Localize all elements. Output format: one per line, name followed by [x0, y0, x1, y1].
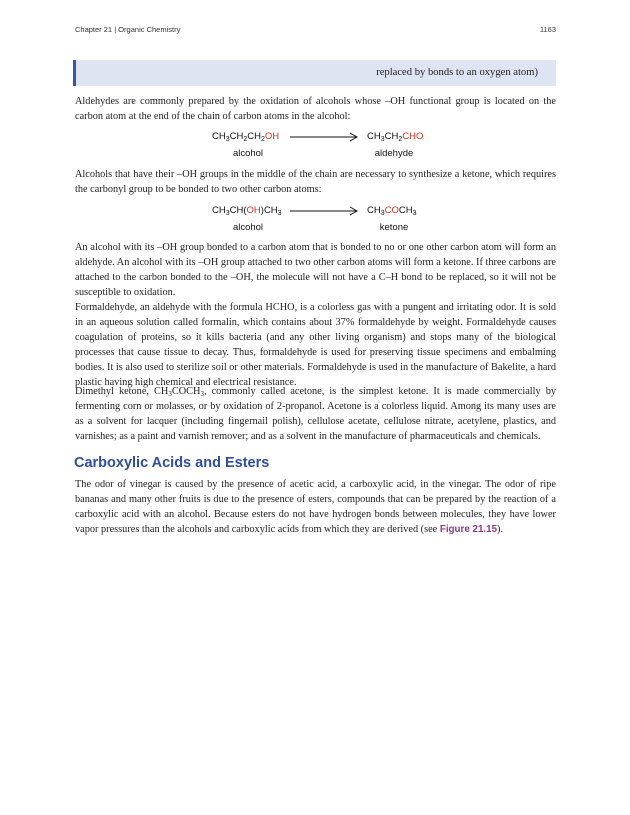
paragraph-carboxylic-acids: [75, 477, 556, 537]
text-run: Dimethyl ketone, CH: [75, 386, 169, 397]
product-propanal-formula: [367, 131, 423, 142]
formula-part: CH(: [229, 205, 247, 216]
reactant-label: alcohol: [232, 222, 264, 233]
paragraph-formaldehyde: Formaldehyde, an aldehyde with the formula HCHO, is a colorless gas with a pungent and irritating odor. It is sold in an aqueous solution called formalin, which contains about 37% formaldehyde by weight. Formaldehyde causes coagulation of proteins, so it kills bacteria (and any other living organism) and stops many of the biological processes that cause tissue to decay. Thus, formaldehyde is used for preserving tissue specimens and embalming bodies. It is also used to sterilize soil or other materials. Formaldehyde is used in the manufacture of Bakelite, a hard plastic having high chemical and electrical resistance.: [75, 302, 556, 388]
functional-group-cho: CHO: [402, 131, 424, 142]
formula-subscript: 3: [200, 390, 204, 398]
section-heading: Carboxylic Acids and Esters: [74, 455, 270, 471]
formula-part: CH: [212, 205, 226, 216]
formula-part: CH: [367, 131, 381, 142]
formula-subscript: 3: [380, 136, 385, 143]
formula-subscript: 3: [380, 210, 385, 217]
functional-group-co: CO: [384, 205, 399, 216]
paragraph-oxidation-rules: An alcohol with its –OH group bonded to a carbon atom that is bonded to no or one other carbon atom will form an aldehyde. An alcohol with its –OH group attached to two other carbon atoms will form a ketone. If three carbons are attached to the carbon bonded to the –OH, the molecule will not have a C–H bond to be replaced, so it will not be susceptible to oxidation.: [75, 242, 556, 298]
formula-part: CH: [398, 205, 413, 216]
reaction-arrow: [290, 205, 360, 217]
text-run: The odor of vinegar is caused by the presence of acetic acid, a carboxylic acid, in the vinegar. The odor of ripe bananas and many other fruits is due to the presence of esters, compounds that can be prepared by the reaction of a carboxylic acid with an alcohol. Because esters do not have hydrogen bonds between molecules, they have lower vapor pressures than the alcohols and carboxylic acids from which they are derived (see: [75, 479, 556, 535]
formula-subscript: 3: [225, 136, 230, 143]
formula-subscript: 3: [225, 210, 230, 217]
formula-subscript: 3: [277, 210, 282, 217]
formula-part: )CH: [260, 205, 278, 216]
formula-subscript: 2: [398, 136, 403, 143]
functional-group-oh: OH: [264, 131, 280, 142]
callout-text: replaced by bonds to an oxygen atom): [376, 67, 538, 78]
product-label: aldehyde: [374, 148, 414, 159]
formula-subscript: 2: [243, 136, 248, 143]
paragraph-acetone: [75, 384, 556, 444]
formula-part: CH: [212, 131, 226, 142]
paragraph-ketone-prep: Alcohols that have their –OH groups in the middle of the chain are necessary to synthesize a ketone, which requires the carbonyl group to be bonded to two other carbon atoms:: [75, 169, 556, 195]
text-run: COCH: [171, 386, 201, 397]
formula-part: CH: [367, 205, 381, 216]
formula-subscript: 3: [168, 390, 172, 398]
reaction-arrow: [290, 131, 360, 143]
formula-subscript: 3: [412, 210, 417, 217]
formula-part: CH: [229, 131, 244, 142]
reactant-2-propanol-formula: [212, 205, 282, 216]
formula-part: CH: [247, 131, 262, 142]
product-label: ketone: [379, 222, 409, 233]
running-header: [75, 25, 556, 37]
reactant-propanol-formula: [212, 131, 279, 142]
paragraph-aldehyde-prep: Aldehydes are commonly prepared by the oxidation of alcohols whose –OH functional group is located on the carbon atom at the end of the chain of carbon atoms in the alcohol:: [75, 96, 556, 122]
formula-part: CH: [384, 131, 399, 142]
page-number: 1163: [539, 25, 556, 34]
text-run: , commonly called acetone, is the simplest ketone. It is made commercially by fermenting corn or molasses, or by oxidation of 2-propanol. Acetone is a colorless liquid. Among its many uses are as a solvent for lacquer (including fingernail polish), cellulose acetate, cellulose nitrate, acetylene, plastics, and varnishes; as a paint and varnish remover; and as a solvent in the manufacture of pharmaceuticals and chemicals.: [75, 386, 556, 442]
text-run: ).: [497, 524, 504, 535]
chapter-title: Chapter 21 | Organic Chemistry: [75, 25, 181, 34]
callout-box: [73, 60, 556, 86]
reactant-label: alcohol: [232, 148, 264, 159]
formula-subscript: 2: [261, 136, 265, 143]
figure-link[interactable]: Figure 21.15: [439, 524, 498, 535]
functional-group-oh: OH: [246, 205, 261, 216]
product-acetone-formula: [367, 205, 417, 216]
